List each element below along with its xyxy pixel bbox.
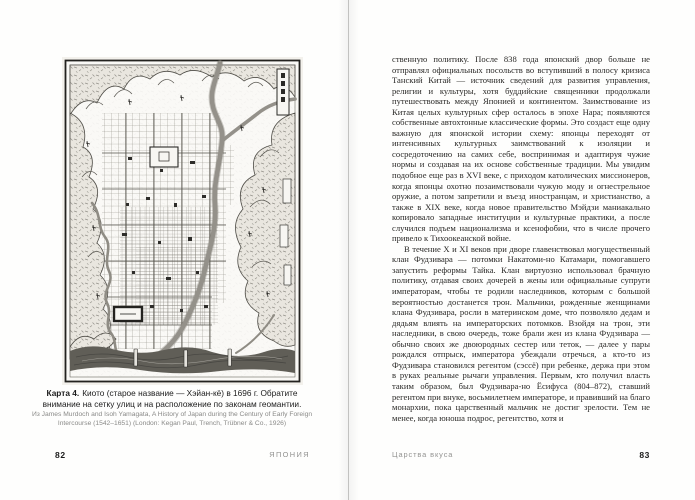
paragraph: ственную политику. После 838 года японский двор больше не отправлял официальных посольств во вступивший в полосу кризиса Танский Китай — источник сведений для развития управления, религии и культуры, хотя буддийские священники продолжали путешествовать между Японией и континентом. Заимствование из Китая целых культурных сфер осталось в эпохе Нара; появляются собственные автохтонные классические формы. Это создаст еще одну важную для японской истории схему: японцы переходят от интенсивных культурных заимствований к изоляции и сосредоточению на самих себе, воспринимая и адаптируя чужие нормы и создавая на их основе собственные традиции. Мы увидим подобное еще раз в XVI веке, с приходом католических миссионеров, когда японцы охотно позаимствовали чужую моду и огнестрельное оружие, а потом запретили и въезд иностранцам, и христианство, а также в XIX веке, когда новое правительство Мэйдзи маниакально копировало западные институции и культурные практики, а после случился подъем национализма и ксенофобии, что в числе прочего привело к Тихоокеанской войне. <box>392 54 650 244</box>
map-caption <box>32 388 312 410</box>
running-title-left: ЯПОНИЯ <box>269 450 310 459</box>
page-number-right: 83 <box>639 450 650 460</box>
right-page <box>348 0 694 500</box>
map-caption-label: Карта 4. <box>46 388 80 398</box>
map-source: Из James Murdoch and Isoh Yamagata, A History of Japan during the Century of Early Foreign Intercourse (1542–1651) (London: Kegan Paul, Trench, Trübner & Co., 1926) <box>31 411 313 427</box>
map-caption-text: Киото (старое название — Хэйан-кё) в 1696 г. Обратите внимание на сетку улиц и на расположение по законам геомантии. <box>42 388 302 409</box>
running-title-right: Царства вкуса <box>392 450 454 459</box>
gutter-shadow-right <box>349 0 359 500</box>
gutter-shadow-left <box>338 0 348 500</box>
page-gutter <box>348 0 349 500</box>
body-text <box>392 54 650 423</box>
map-figure <box>62 57 303 385</box>
left-page-footer <box>0 450 348 464</box>
kyoto-map-illustration <box>62 57 303 385</box>
right-page-footer <box>348 450 694 464</box>
page-number-left: 82 <box>55 450 66 460</box>
paragraph: В течение X и XI веков при дворе главенствовал могущественный клан Фудзивара — потомки Накатоми-но Катамари, помогавшего запустить реформы Тайка. Клан виртуозно использовал брачную политику, отдавая своих дочерей в жены или официальные супруги императорам, чтобы те родили наследников, которым с большой вероятностью достанется трон. Мальчики, рожденные женщинами клана Фудзивара, росли в материнском доме, что позволяло дедам и дядьям влиять на императорских потомков. Взойдя на трон, эти наследники, в свою очередь, тоже брали жен из клана Фудзивара — обычно своих же двоюродных сестер или теток, — далее у пары рождался отпрыск, императора убеждали отречься, а кто-то из Фудзивара становился регентом (сэссё) при ребенке, держа при этом в руках реальные рычаги управления. Первым, кто получил власть таким образом, был Фудзивара-но Ёсифуса (804–872), ставший регентом при внуке, восьмилетнем императоре, и правивший на благо монархии, пока царственный мальчик не достиг зрелости. Тем не менее, когда юноша подрос, регентство, хотя и <box>392 243 650 423</box>
